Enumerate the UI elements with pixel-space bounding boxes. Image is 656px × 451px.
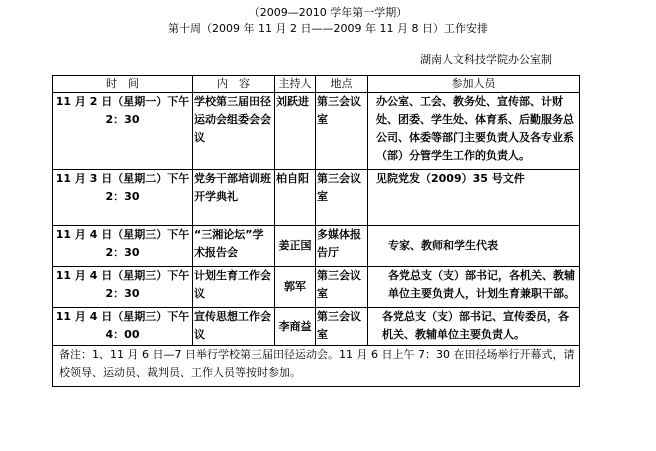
- cell-time: 11 月 4 日（星期三）下午 2：30: [53, 267, 193, 308]
- schedule-table: [52, 75, 580, 387]
- document-term-title: （2009—2010 学年第一学期）: [248, 6, 408, 19]
- table-row: [53, 308, 580, 346]
- cell-time: 11 月 4 日（星期三）下午 4：00: [53, 308, 193, 346]
- cell-content: 学校第三届田径运动会组委会会议: [193, 93, 275, 170]
- column-header-place: 地点: [316, 76, 368, 93]
- cell-time: 11 月 4 日（星期三）下午 2：30: [53, 226, 193, 267]
- table-row: [53, 93, 580, 170]
- cell-attendees: 专家、教师和学生代表: [368, 226, 580, 267]
- cell-time: 11 月 2 日（星期一）下午 2：30: [53, 93, 193, 170]
- cell-host: 柏自阳: [275, 170, 316, 226]
- cell-place: 第三会议室: [316, 170, 368, 226]
- cell-time: 11 月 3 日（星期二）下午 2：30: [53, 170, 193, 226]
- column-header-host: 主持人: [275, 76, 316, 93]
- cell-attendees: 各党总支（支）部书记、宣传委员，各机关、教辅单位主要负责人。: [368, 308, 580, 346]
- cell-content: 党务干部培训班开学典礼: [193, 170, 275, 226]
- cell-place: 多媒体报告厅: [316, 226, 368, 267]
- issuing-office: 湖南人文科技学院办公室制: [420, 53, 552, 66]
- table-row: [53, 267, 580, 308]
- cell-attendees: 见院党发（2009）35 号文件: [368, 170, 580, 226]
- cell-host: 姜正国: [275, 226, 316, 267]
- cell-content: 宣传思想工作会议: [193, 308, 275, 346]
- cell-host: 刘跃进: [275, 93, 316, 170]
- cell-attendees: 办公室、工会、教务处、宣传部、计财处、团委、学生处、体育系、后勤服务总公司、体委等部门主要负责人及各专业系（部）分管学生工作的负责人。: [368, 93, 580, 170]
- cell-attendees: 各党总支（支）部书记，各机关、教辅单位主要负责人，计划生育兼职干部。: [368, 267, 580, 308]
- cell-content: “三湘论坛”学术报告会: [193, 226, 275, 267]
- table-row: [53, 226, 580, 267]
- table-header-row: [53, 76, 580, 93]
- cell-host: 李商益: [275, 308, 316, 346]
- column-header-time: 时 间: [53, 76, 193, 93]
- column-header-content: 内 容: [193, 76, 275, 93]
- column-header-attendees: 参加人员: [368, 76, 580, 93]
- table-row: [53, 170, 580, 226]
- note-row: [53, 346, 580, 387]
- document-week-title: 第十周（2009 年 11 月 2 日——2009 年 11 月 8 日）工作安排: [168, 22, 488, 35]
- cell-content: 计划生育工作会议: [193, 267, 275, 308]
- cell-place: 第三会议室: [316, 93, 368, 170]
- schedule-note: 备注：1、11 月 6 日—7 日举行学校第三届田径运动会。11 月 6 日上午 7：30 在田径场举行开幕式，请校领导、运动员、裁判员、工作人员等按时参加。: [53, 346, 580, 387]
- cell-place: 第三会议室: [316, 308, 368, 346]
- cell-place: 第三会议室: [316, 267, 368, 308]
- cell-host: 郭军: [275, 267, 316, 308]
